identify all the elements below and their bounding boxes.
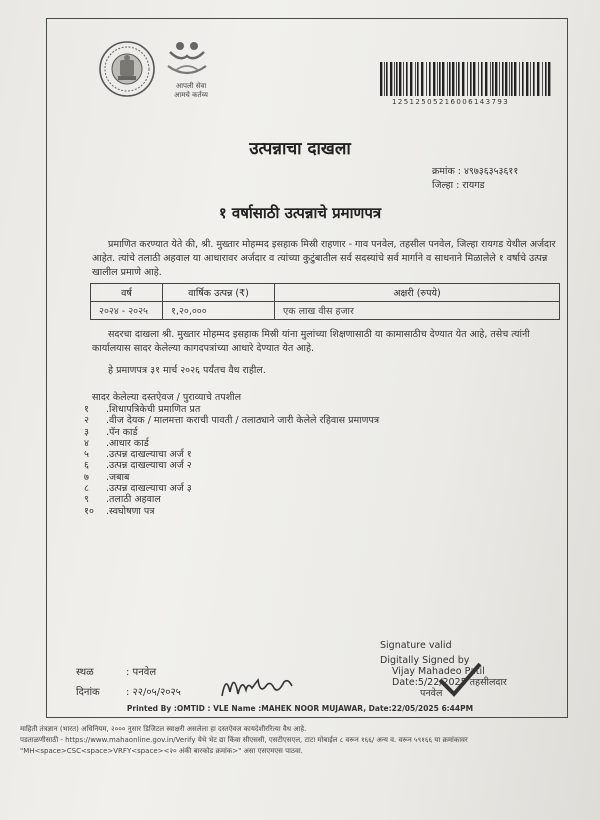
- logo-caption: [163, 82, 219, 100]
- list-item-number: १: [84, 404, 89, 415]
- list-item-text: .उत्पन्न दाखल्याचा अर्ज १: [106, 449, 192, 461]
- state-emblem-icon: [98, 40, 156, 98]
- signer-name: Vijay Mahadeo Patil: [392, 666, 485, 677]
- list-item-text: .आधार कार्ड: [106, 437, 149, 449]
- income-table: [90, 283, 560, 320]
- list-item-number: ९: [84, 494, 89, 506]
- list-item-text: .स्वघोषणा पत्र: [106, 505, 155, 517]
- certificate-meta: [432, 165, 518, 193]
- list-item-text: .उत्पन्न दाखल्याचा अर्ज ३: [106, 483, 192, 495]
- list-item-text: .जबाब: [106, 471, 130, 483]
- list-item-number: ५: [84, 449, 89, 461]
- header-annual-income: वार्षिक उत्पन्न (₹): [163, 284, 275, 302]
- list-item: [84, 483, 379, 494]
- cell-year: २०२४ - २०२५: [91, 302, 163, 320]
- certificate-district: जिल्हा : रायगड: [432, 180, 485, 191]
- validity-paragraph: हे प्रमाणपत्र ३१ मार्च २०२६ पर्यंतच वैध राहील.: [108, 365, 266, 376]
- income-table-header: [91, 284, 560, 302]
- list-item-number: ६: [84, 460, 89, 472]
- date-label: दिनांक: [76, 687, 100, 698]
- list-item-text: .शिधापत्रिकेची प्रमाणित प्रत: [106, 404, 201, 415]
- list-item-number: ३: [84, 426, 89, 438]
- documents-heading: सादर केलेल्या दस्तऐवज / पुराव्याचे तपशील: [92, 392, 242, 403]
- documents-list: [84, 404, 379, 517]
- list-item-text: .वीज देयक / मालमत्ता कराची पावती / तलाठ्याने जारी केलेले रहिवास प्रमाणपत्र: [106, 415, 380, 427]
- list-item: [84, 506, 379, 517]
- signature-check-icon: [436, 660, 484, 700]
- signer-office: पनवेल: [420, 688, 443, 699]
- handwritten-signature: [218, 668, 298, 702]
- list-item-text: .पॅन कार्ड: [106, 426, 138, 438]
- header-in-words: अक्षरी (रुपये): [275, 284, 560, 302]
- list-item: [84, 427, 379, 438]
- footnote-line-3: "MH<space>CSC<space>VRFY<space><२० अंकी बारकोड क्रमांक>" असा एसएमएस पाठवा.: [20, 747, 303, 755]
- barcode-number: 12512505216006143793: [392, 98, 510, 106]
- list-item: [84, 472, 379, 483]
- list-item: [84, 460, 379, 471]
- header-year: वर्ष: [91, 284, 163, 302]
- list-item-number: ४: [84, 437, 89, 449]
- list-item-number: ७: [84, 471, 89, 483]
- list-item-number: १०: [84, 505, 94, 517]
- list-item-number: २: [84, 415, 89, 427]
- cell-words: एक लाख वीस हजार: [275, 302, 560, 320]
- footnote: [20, 724, 580, 757]
- place-label: स्थळ: [76, 667, 94, 678]
- cell-income: १,२०,०००: [163, 302, 275, 320]
- place-date-block: [76, 663, 181, 703]
- list-item: [84, 415, 379, 426]
- certification-paragraph: प्रमाणित करण्यात येते की, श्री. मुख्तार मोहम्मद इसहाक मिस्री राहणार - गाव पनवेल, तहसील पनवेल, जिल्हा रायगड येथील अर्जदार आहेत. त्यांचे तलाठी अहवाल या आधारावर अर्जदार व त्यांच्या कुटुंबातील सर्व सदस्यांचे सर्व मार्गाने व साधनाने मिळालेले १ वर्षाचे उत्पन्न खालील प्रमाणे आहे.: [92, 239, 556, 278]
- logo-caption-text: आपली सेवा आमचे कर्तव्य: [174, 82, 208, 99]
- list-item: [84, 438, 379, 449]
- certificate-subtitle: १ वर्षासाठी उत्पन्नाचे प्रमाणपत्र: [218, 204, 382, 222]
- list-item: [84, 449, 379, 460]
- signature-date: Date:5/22/2025 तहसीलदार: [392, 677, 507, 688]
- list-item-text: .तलाठी अहवाल: [106, 494, 161, 506]
- place-row: [76, 663, 181, 683]
- date-row: [76, 683, 181, 703]
- certificate-title: उत्पन्नाचा दाखला: [249, 139, 351, 159]
- list-item: [84, 494, 379, 505]
- list-item: [84, 404, 379, 415]
- list-item-text: .उत्पन्न दाखल्याचा अर्ज २: [106, 460, 192, 472]
- footnote-line-1: माहिती तंत्रज्ञान (भारत) अधिनियम, २००० नुसार डिजिटल स्वाक्षरी असलेला हा दस्तऐवज कायदेशीररित्या वैध आहे.: [20, 725, 307, 733]
- barcode-icon: [380, 62, 552, 96]
- digitally-signed-text: Digitally Signed by: [380, 655, 470, 666]
- table-row: [91, 302, 560, 320]
- printed-by-line: Printed By :OMTID : VLE Name :MAHEK NOOR MUJAWAR, Date:22/05/2025 6:44PM: [126, 704, 474, 713]
- certificate-number: क्रमांक : ४९७३६३५३६११: [432, 166, 519, 177]
- date-value: : २२/०५/२०२५: [126, 687, 181, 698]
- place-value: : पनवेल: [126, 667, 157, 678]
- purpose-paragraph: सदरचा दाखला श्री. मुख्तार मोहम्मद इसहाक मिस्री यांना मुलांच्या शिक्षणासाठी या कामासाठीच देण्यात येत आहे, तसेच त्यांनी कार्यालयास सादर केलेल्या कागदपत्रांच्या आधारे देण्यात येत आहे.: [92, 329, 530, 354]
- list-item-number: ८: [84, 483, 89, 495]
- footnote-line-2: पडताळणीसाठी - https://www.mahaonline.gov.in/Verify येथे भेट द्या किंवा सीएससी, एसटीएसएल, टाटा मोबाईल ८ वरून १६६/ अन्य व. वरून ५९१६६ या क्रमांकावर: [20, 736, 468, 744]
- signature-valid-text: Signature valid: [380, 640, 452, 651]
- aapli-seva-logo-icon: [162, 40, 212, 78]
